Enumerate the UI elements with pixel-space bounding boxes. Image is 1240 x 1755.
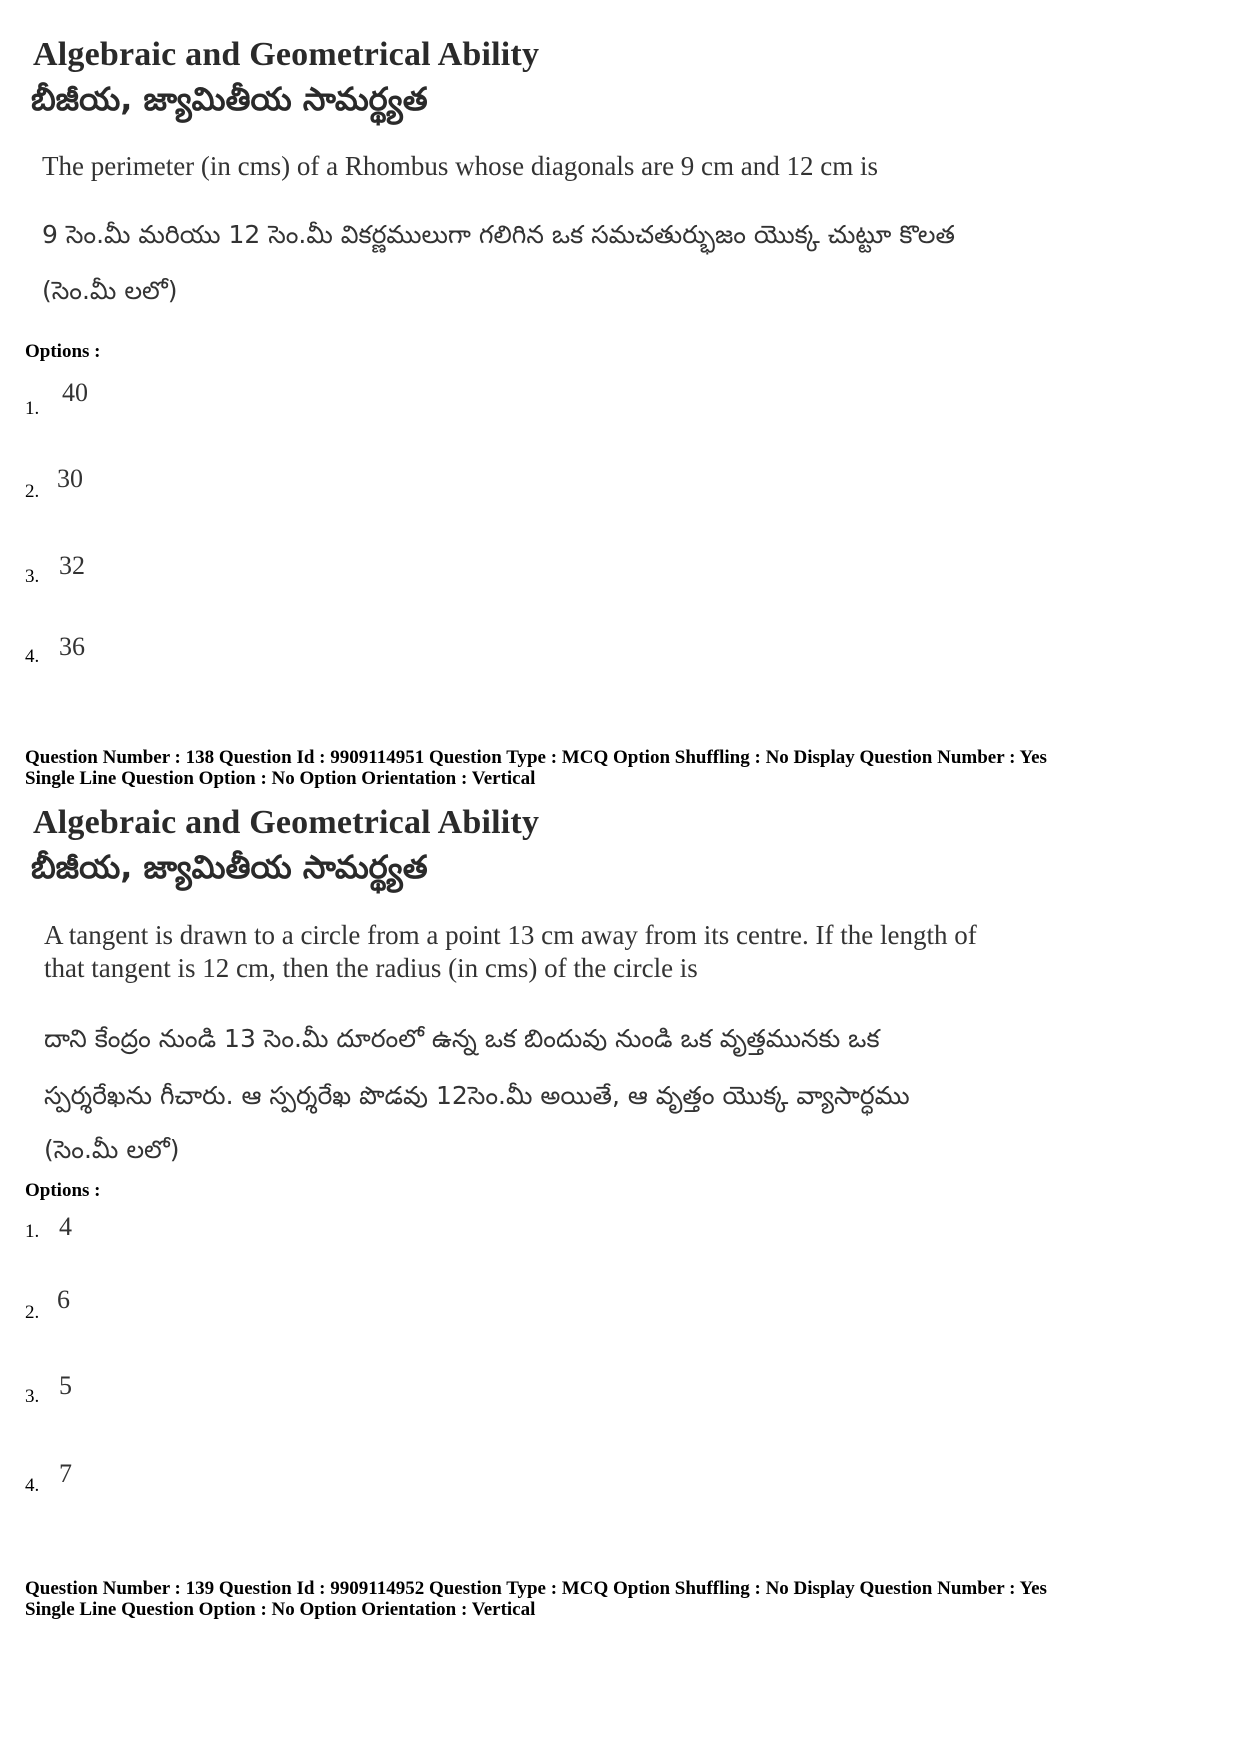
section-heading-telugu: బీజీయ, జ్యామితీయ సామర్థ్యత bbox=[31, 848, 428, 886]
option-number: 3. bbox=[25, 1386, 40, 1407]
option-value: 7 bbox=[59, 1459, 72, 1488]
option-number: 2. bbox=[25, 1302, 40, 1323]
question-text-telugu-line2: స్పర్శరేఖను గీచారు. ఆ స్పర్శరేఖ పొడవు 12సెం.మీ అయితే, ఆ వృత్తం యొక్క వ్యాసార్ధము bbox=[44, 1081, 910, 1110]
question-meta-line1: Question Number : 139 Question Id : 9909114952 Question Type : MCQ Option Shuffling : No Display Question Number : Yes bbox=[25, 1578, 1047, 1599]
section-heading-english: Algebraic and Geometrical Ability bbox=[33, 804, 540, 841]
question-text-english-line1: A tangent is drawn to a circle from a point 13 cm away from its centre. If the length of bbox=[44, 920, 977, 950]
options-label: Options : bbox=[25, 1180, 101, 1201]
section-heading-telugu: బీజీయ, జ్యామితీయ సామర్థ్యత bbox=[31, 80, 428, 118]
question-meta-line2: Single Line Question Option : No Option Orientation : Vertical bbox=[25, 768, 536, 789]
question-meta-line2: Single Line Question Option : No Option Orientation : Vertical bbox=[25, 1599, 536, 1620]
question-meta-line1: Question Number : 138 Question Id : 9909114951 Question Type : MCQ Option Shuffling : No Display Question Number : Yes bbox=[25, 747, 1047, 768]
option-value: 4 bbox=[59, 1212, 72, 1241]
question-text-telugu-line3: (సెం.మీ లలో) bbox=[44, 1135, 180, 1164]
option-value: 30 bbox=[57, 464, 83, 493]
option-number: 4. bbox=[25, 646, 40, 667]
question-text-english-line2: that tangent is 12 cm, then the radius (in cms) of the circle is bbox=[44, 953, 698, 983]
question-text-english: The perimeter (in cms) of a Rhombus whose diagonals are 9 cm and 12 cm is bbox=[42, 151, 879, 181]
option-number: 1. bbox=[25, 398, 40, 419]
question-text-telugu-line1: 9 సెం.మీ మరియు 12 సెం.మీ వికర్ణములుగా గలిగిన ఒక సమచతుర్భుజం యొక్క చుట్టూ కొలత bbox=[42, 220, 955, 249]
option-value: 36 bbox=[59, 632, 85, 661]
option-number: 4. bbox=[25, 1475, 40, 1496]
option-value: 32 bbox=[59, 551, 85, 580]
question-text-telugu-line1: దాని కేంద్రం నుండి 13 సెం.మీ దూరంలో ఉన్న ఒక బిందువు నుండి ఒక వృత్తమునకు ఒక bbox=[44, 1024, 880, 1053]
question-text-telugu-line2: (సెం.మీ లలో) bbox=[42, 276, 178, 305]
option-value: 6 bbox=[57, 1285, 70, 1314]
option-number: 2. bbox=[25, 481, 40, 502]
option-number: 3. bbox=[25, 566, 40, 587]
option-value: 40 bbox=[62, 378, 88, 407]
option-value: 5 bbox=[59, 1371, 72, 1400]
section-heading-english: Algebraic and Geometrical Ability bbox=[33, 36, 540, 73]
options-label: Options : bbox=[25, 341, 101, 362]
option-number: 1. bbox=[25, 1221, 40, 1242]
